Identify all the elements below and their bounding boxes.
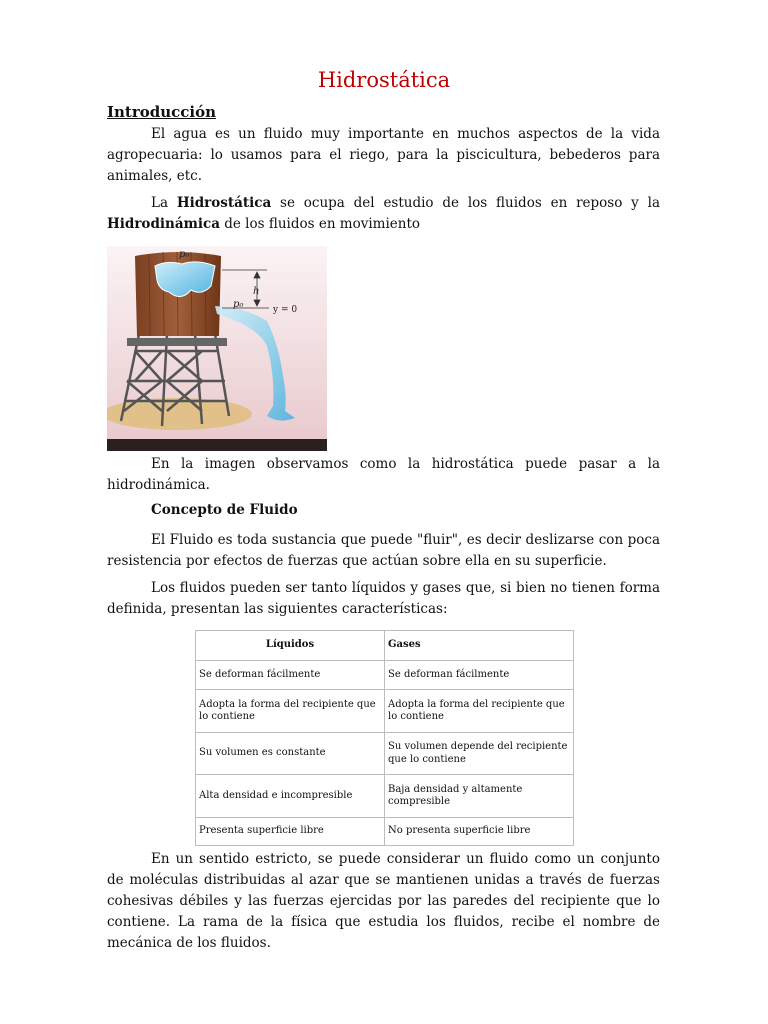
label-h: h <box>253 286 260 297</box>
cell-gas: Se deforman fácilmente <box>385 661 574 690</box>
table-row <box>196 775 574 818</box>
paragraph-hidrostatica <box>107 193 660 235</box>
paragraph-caracteristicas: Los fluidos pueden ser tanto líquidos y gases que, si bien no tienen forma definida, presentan las siguientes características: <box>107 580 660 617</box>
cell-gas: No presenta superficie libre <box>385 818 574 846</box>
text-run: La <box>151 195 177 211</box>
paragraph-fluido: El Fluido es toda sustancia que puede "fluir", es decir deslizarse con poca resistencia por efectos de fuerzas que actúan sobre ella en su superficie. <box>107 532 660 569</box>
cell-liquido: Alta densidad e incompresible <box>196 775 385 818</box>
paragraph-imagen: En la imagen observamos como la hidrostática puede pasar a la hidrodinámica. <box>107 456 660 493</box>
cell-gas: Adopta la forma del recipiente que lo contiene <box>385 690 574 733</box>
table-row <box>196 733 574 775</box>
label-p0-side: p₀ <box>233 299 244 310</box>
paragraph-sentido-estricto: En un sentido estricto, se puede considerar un fluido como un conjunto de moléculas distribuidas al azar que se mantienen unidas a través de fuerzas cohesivas débiles y las fuerzas ejercidas por las paredes del recipiente que lo contiene. La rama de la física que estudia los fluidos, recibe el nombre de mecánica de los fluidos. <box>107 851 660 951</box>
table-row <box>196 690 574 733</box>
table-row <box>196 661 574 690</box>
paragraph-intro: El agua es un fluido muy importante en muchos aspectos de la vida agropecuaria: lo usamos para el riego, para la piscicultura, bebederos para animales, etc. <box>107 126 660 184</box>
water-tank-svg <box>107 246 327 451</box>
section-heading-introduccion: Introducción <box>107 103 217 121</box>
cell-gas: Baja densidad y altamente compresible <box>385 775 574 818</box>
header-gases: Gases <box>385 631 574 661</box>
cell-liquido: Se deforman fácilmente <box>196 661 385 690</box>
table-row <box>196 818 574 846</box>
text-run: se ocupa del estudio de los fluidos en reposo y la <box>271 195 660 211</box>
cell-liquido: Su volumen es constante <box>196 733 385 775</box>
cell-liquido: Presenta superficie libre <box>196 818 385 846</box>
water-tank-illustration <box>107 246 327 451</box>
document-title: Hidrostática <box>317 68 451 92</box>
term-hidrostatica: Hidrostática <box>176 195 272 211</box>
text-run: de los fluidos en movimiento <box>219 216 421 232</box>
header-liquidos: Líquidos <box>196 631 385 661</box>
label-p0-top: p₀ <box>179 249 190 260</box>
fluids-comparison-table <box>195 630 574 846</box>
cell-gas: Su volumen depende del recipiente que lo contiene <box>385 733 574 775</box>
section-heading-concepto: Concepto de Fluido <box>151 502 298 518</box>
term-hidrodinamica: Hidrodinámica <box>107 216 220 232</box>
table-header-row <box>196 631 574 661</box>
cell-liquido: Adopta la forma del recipiente que lo contiene <box>196 690 385 733</box>
label-y-zero: y = 0 <box>273 305 298 315</box>
